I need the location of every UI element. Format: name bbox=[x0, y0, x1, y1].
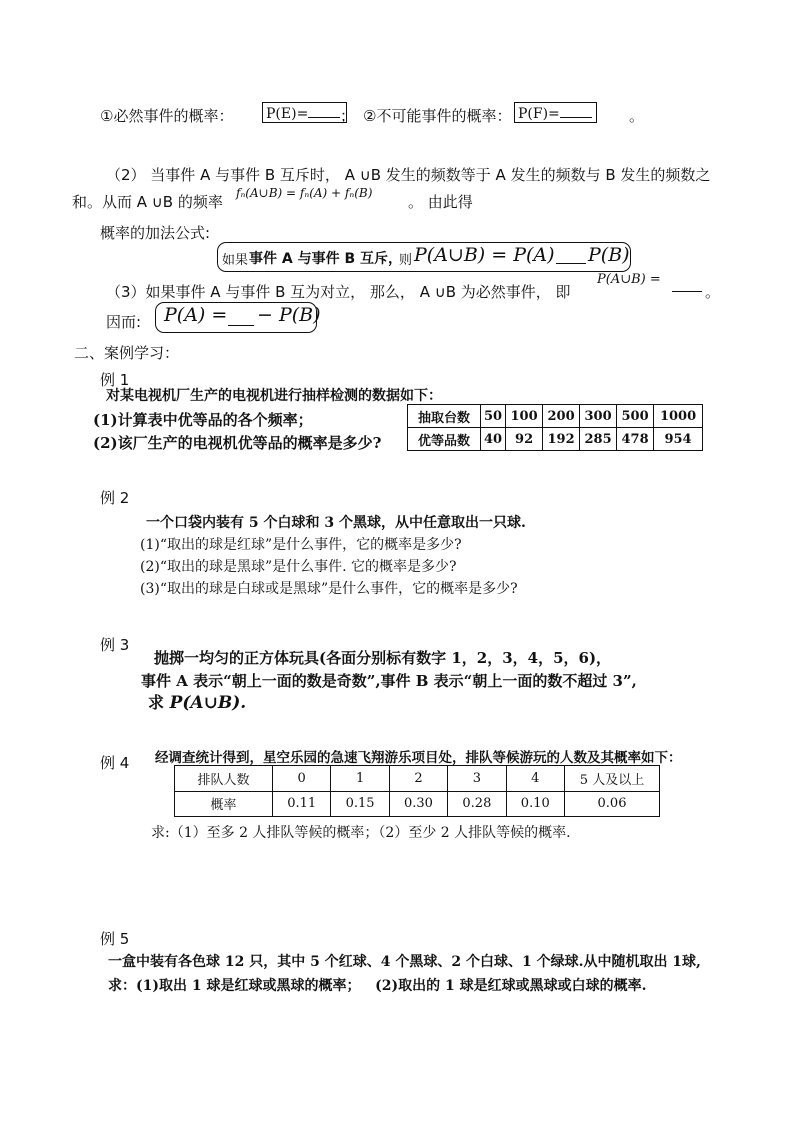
table-row bbox=[408, 428, 703, 451]
example2-line2: (1)“取出的球是红球”是什么事件，它的概率是多少? bbox=[140, 537, 462, 553]
example3-line2: 事件 A 表示“朝上一面的数是奇数”,事件 B 表示“朝上一面的数不超过 3”, bbox=[141, 672, 637, 690]
complement-right: − P(B) bbox=[257, 304, 321, 326]
example4-table bbox=[174, 765, 660, 817]
rule-prefix: 如果 bbox=[222, 253, 249, 268]
table-cell: 排队人数 bbox=[175, 766, 273, 792]
rule-then: 则 bbox=[399, 253, 413, 268]
example3-formula: P(A∪B). bbox=[169, 693, 247, 713]
complement-left: P(A) = bbox=[164, 304, 228, 326]
table-cell: 192 bbox=[543, 428, 580, 451]
table-cell: 285 bbox=[580, 428, 617, 451]
para2-line2-pre: 和。从而 A ∪B 的频率 bbox=[72, 193, 223, 211]
pf-answer-box[interactable] bbox=[514, 102, 597, 123]
para3-end: 。 bbox=[705, 283, 721, 301]
example1-q1: (1)计算表中优等品的各个频率； bbox=[93, 411, 313, 429]
addition-rule-box bbox=[217, 242, 631, 272]
para2-line2-post: 。 由此得 bbox=[408, 193, 473, 211]
table-row bbox=[175, 766, 660, 792]
pe-blank bbox=[308, 103, 340, 118]
rule-blank bbox=[556, 249, 586, 264]
table-cell: 2 bbox=[389, 766, 447, 792]
table-cell: 0.15 bbox=[331, 791, 389, 817]
table-cell: 50 bbox=[481, 405, 506, 428]
pe-text: P(E)= bbox=[266, 106, 309, 122]
table-cell: 概率 bbox=[175, 791, 273, 817]
para2-line1: （2） 当事件 A 与事件 B 互斥时， A ∪B 发生的频数等于 A 发生的频数与 B 发生的频数之 bbox=[106, 166, 711, 184]
example3-line3 bbox=[148, 690, 246, 713]
table-cell: 0 bbox=[273, 766, 331, 792]
rule-formula-left: P(A∪B) = P(A) bbox=[414, 244, 555, 266]
example1-table bbox=[407, 404, 703, 451]
example4-label: 例 4 bbox=[100, 754, 130, 772]
separator: ； bbox=[340, 107, 356, 125]
example2-label: 例 2 bbox=[100, 489, 130, 507]
table-cell: 200 bbox=[543, 405, 580, 428]
para3-blank bbox=[672, 277, 702, 292]
impossible-event-label: ②不可能事件的概率： bbox=[363, 107, 512, 125]
table-cell: 40 bbox=[481, 428, 506, 451]
table-cell: 100 bbox=[506, 405, 543, 428]
addition-formula-title: 概率的加法公式: bbox=[100, 224, 211, 242]
therefore-label: 因而: bbox=[106, 313, 142, 331]
table-cell: 4 bbox=[506, 766, 564, 792]
pf-text: P(F)= bbox=[518, 106, 560, 122]
complement-formula-box bbox=[155, 302, 321, 333]
example5-line1: 一盒中装有各色球 12 只，其中 5 个红球、4 个黑球、2 个白球、1 个绿球.从中随机取出 1球, bbox=[108, 954, 701, 970]
example2-line1: 一个口袋内装有 5 个白球和 3 个黑球，从中任意取出一只球. bbox=[146, 515, 526, 531]
example4-intro: 经调查统计得到，星空乐园的急速飞翔游乐项目处，排队等候游玩的人数及其概率如下： bbox=[155, 750, 682, 766]
frequency-formula: fₙ(A∪B) = fₙ(A) + fₙ(B) bbox=[236, 186, 373, 200]
example1-intro: 对某电视机厂生产的电视机进行抽样检测的数据如下： bbox=[106, 388, 442, 404]
end-mark: 。 bbox=[629, 107, 645, 125]
table-cell: 478 bbox=[617, 428, 654, 451]
complement-blank bbox=[228, 311, 254, 326]
example1-q2: (2)该厂生产的电视机优等品的概率是多少? bbox=[93, 434, 382, 452]
pe-answer-box[interactable] bbox=[262, 102, 347, 123]
table-row bbox=[175, 791, 660, 817]
section2-heading: 二、案例学习： bbox=[74, 344, 180, 362]
table-cell: 0.06 bbox=[565, 791, 660, 817]
table-cell: 0.30 bbox=[389, 791, 447, 817]
sure-event-label: ①必然事件的概率： bbox=[100, 107, 234, 125]
table-cell: 3 bbox=[448, 766, 506, 792]
example2-line4: (3)“取出的球是白球或是黑球”是什么事件，它的概率是多少? bbox=[140, 581, 518, 597]
example1-label: 例 1 bbox=[100, 371, 130, 389]
table-cell: 500 bbox=[617, 405, 654, 428]
table-cell: 0.28 bbox=[448, 791, 506, 817]
example5-line2: 求：(1)取出 1 球是红球或黑球的概率； (2)取出的 1 球是红球或黑球或白球的概率. bbox=[108, 978, 647, 994]
table-cell: 5 人及以上 bbox=[565, 766, 660, 792]
pf-blank bbox=[560, 103, 592, 118]
rule-formula-right: P(B) bbox=[588, 244, 630, 266]
example3-ask: 求 bbox=[148, 693, 165, 712]
table-cell: 92 bbox=[506, 428, 543, 451]
para3-text: （3）如果事件 A 与事件 B 互为对立， 那么， A ∪B 为必然事件， 即 bbox=[106, 283, 571, 301]
example5-label: 例 5 bbox=[100, 930, 130, 948]
rule-text: 事件 A 与事件 B 互斥， bbox=[249, 251, 403, 267]
example3-line1: 抛掷一均匀的正方体玩具(各面分别标有数字 1，2，3，4，5，6)， bbox=[154, 649, 612, 667]
table-cell: 300 bbox=[580, 405, 617, 428]
table-cell: 1 bbox=[331, 766, 389, 792]
example3-label: 例 3 bbox=[100, 636, 130, 654]
table-cell: 抽取台数 bbox=[408, 405, 481, 428]
table-row bbox=[408, 405, 703, 428]
table-cell: 1000 bbox=[654, 405, 703, 428]
table-cell: 0.10 bbox=[506, 791, 564, 817]
example2-line3: (2)“取出的球是黑球”是什么事件. 它的概率是多少? bbox=[140, 559, 457, 575]
table-cell: 0.11 bbox=[273, 791, 331, 817]
table-cell: 优等品数 bbox=[408, 428, 481, 451]
example4-question: 求:（1）至多 2 人排队等候的概率；（2）至少 2 人排队等候的概率. bbox=[151, 825, 571, 841]
para3-formula: P(A∪B) = bbox=[597, 272, 661, 287]
table-cell: 954 bbox=[654, 428, 703, 451]
